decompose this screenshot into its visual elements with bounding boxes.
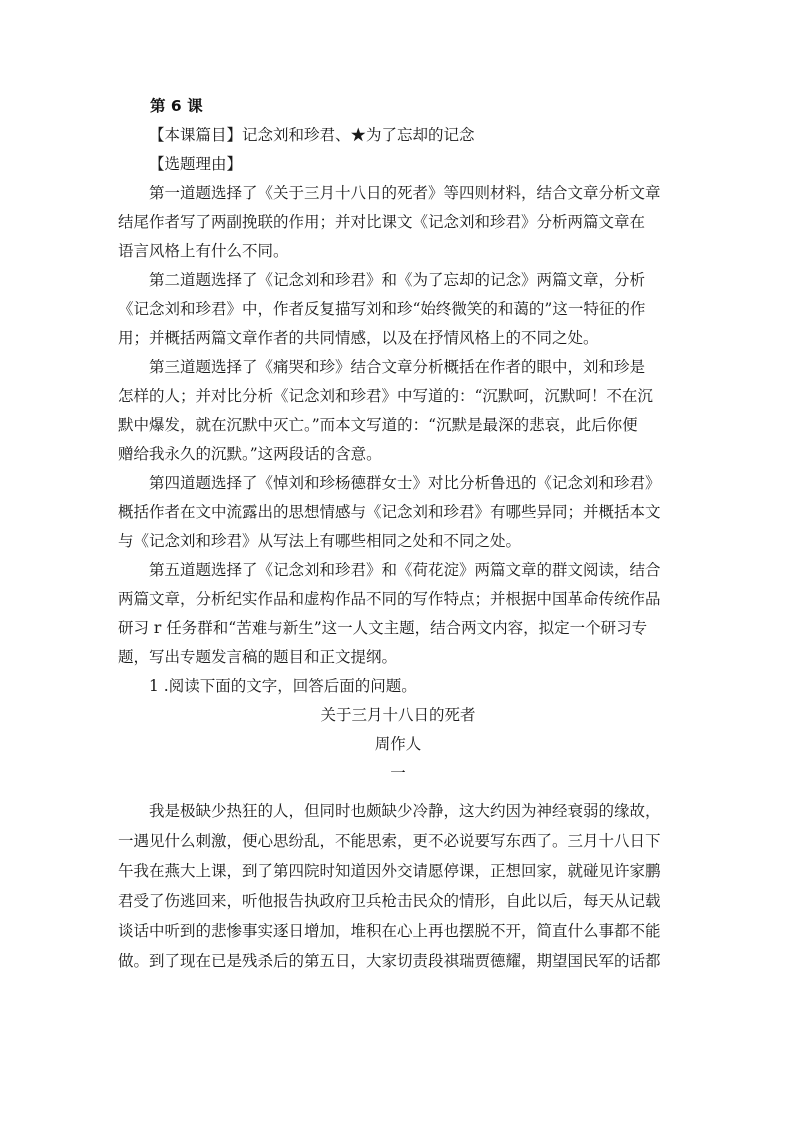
reason-line: 默中爆发，就在沉默中灭亡。”而本文写道的：“沉默是最深的悲哀，此后你便 (118, 416, 638, 434)
reason-line: 第一道题选择了《关于三月十八日的死者》等四则材料，结合文章分析文章 (149, 184, 661, 202)
essay-title: 关于三月十八日的死者 (320, 706, 476, 724)
essay-line: 午我在燕大上课，到了第四院时知道因外交请愿停课，正想回家，就碰见许家鹏 (118, 862, 661, 880)
reason-line: 第五道题选择了《记念刘和珍君》和《荷花淀》两篇文章的群文阅读，结合 (149, 561, 661, 579)
reason-line: 第二道题选择了《记念刘和珍君》和《为了忘却的记念》两篇文章，分析 (149, 271, 646, 289)
essay-line: 谈话中听到的悲惨事实逐日增加，堆积在心上再也摆脱不开，简直什么事都不能 (118, 922, 661, 940)
reason-line: 概括作者在文中流露出的思想情感与《记念刘和珍君》有哪些异同；并概括本文 (118, 503, 661, 521)
reason-line: 与《记念刘和珍君》从写法上有哪些相同之处和不同之处。 (118, 532, 522, 550)
reason-paragraph-3 (118, 353, 678, 469)
reason-heading: 【选题理由】 (149, 155, 243, 173)
essay-line: 君受了伤逃回来，听他报告执政府卫兵枪击民众的情形，自此以后，每天从记载 (118, 892, 661, 910)
reason-paragraph-2 (118, 266, 678, 353)
essay-line: 做。到了现在已是残杀后的第五日，大家切责段祺瑞贾德耀，期望国民军的话都 (118, 952, 661, 970)
reason-line: 怎样的人；并对比分析《记念刘和珍君》中写道的：“沉默呵，沉默呵！不在沉 (118, 387, 653, 405)
question-prompt: 1 .阅读下面的文字，回答后面的问题。 (149, 677, 417, 695)
reason-paragraph-5 (118, 556, 678, 672)
essay-line: 一遇见什么刺激，便心思纷乱，不能思索，更不必说要写东西了。三月十八日下 (118, 832, 661, 850)
reason-line: 题，写出专题发言稿的题目和正文提纲。 (118, 648, 398, 666)
reason-line: 赠给我永久的沉默。”这两段话的含意。 (118, 445, 382, 463)
reason-line: 《记念刘和珍君》中，作者反复描写刘和珍“始终微笑的和蔼的”这一特征的作 (118, 300, 646, 318)
reason-paragraph-4 (118, 469, 678, 556)
reason-line: 研习 r 任务群和“苦难与新生”这一人文主题，结合两文内容，拟定一个研习专 (118, 619, 648, 637)
document-page (118, 92, 678, 976)
reason-line: 两篇文章，分析纪实作品和虚构作品不同的写作特点；并根据中国革命传统作品 (118, 590, 661, 608)
reason-line: 结尾作者写了两副挽联的作用；并对比课文《记念刘和珍君》分析两篇文章在 (118, 213, 646, 231)
reason-line: 语言风格上有什么不同。 (118, 242, 289, 260)
reason-paragraph-1 (118, 179, 678, 266)
essay-line: 我是极缺少热狂的人，但同时也颇缺少冷静，这大约因为神经衰弱的缘故， (149, 802, 661, 820)
essay-section-number: 一 (390, 764, 406, 782)
reason-line: 第四道题选择了《悼刘和珍杨德群女士》对比分析鲁迅的《记念刘和珍君》 (149, 474, 661, 492)
reason-line: 第三道题选择了《痛哭和珍》结合文章分析概括在作者的眼中，刘和珍是 (149, 358, 646, 376)
essay-author: 周作人 (374, 735, 422, 753)
essay-body (118, 796, 678, 976)
lesson-pieces: 【本课篇目】记念刘和珍君、★为了忘却的记念 (149, 126, 475, 144)
reason-line: 用；并概括两篇文章作者的共同情感，以及在抒情风格上的不同之处。 (118, 329, 599, 347)
lesson-title: 第 6 课 (150, 97, 203, 115)
